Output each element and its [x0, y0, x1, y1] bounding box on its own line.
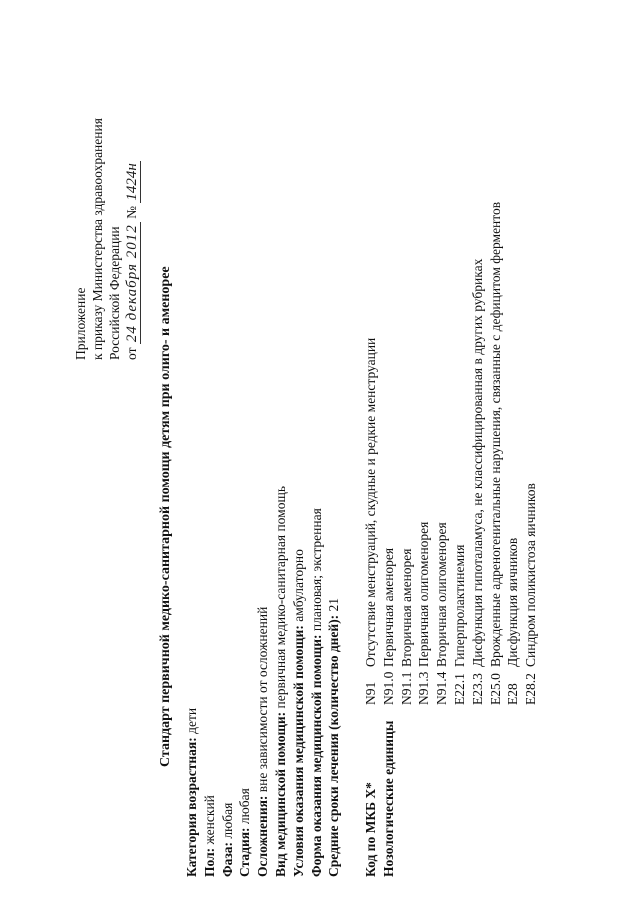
appendix-header [72, 118, 140, 360]
icd-code-header: Код по МКБ X* [363, 782, 378, 877]
param-value: любая [237, 788, 253, 828]
order-line [123, 118, 140, 360]
nosological-unit: Отсутствие менструаций, скудные и редкие менструации [363, 337, 378, 667]
nosological-unit: Синдром поликистоза яичников [523, 483, 539, 667]
param-row [236, 486, 254, 877]
param-value: дети [184, 707, 199, 738]
nosological-unit: Первичная олигоменорея [416, 521, 432, 667]
icd-code: E28 [505, 683, 521, 705]
param-label: Категория возрастная: [184, 737, 199, 877]
param-value: амбулаторно [290, 549, 306, 626]
param-value: плановая; экстренная [308, 508, 324, 635]
icd-code: N91.4 [434, 671, 450, 705]
standard-parameters [183, 486, 343, 877]
table-row [451, 257, 469, 877]
param-row [254, 486, 272, 877]
handwritten-number: 1424н [124, 163, 140, 201]
param-value: первичная медико-санитарная помощь [272, 485, 288, 712]
param-row [272, 486, 290, 877]
document-title: Стандарт первичной медико-санитарной помощи детям при олиго- и аменорее [158, 266, 173, 767]
param-label: Средние сроки лечения (количество дней): [326, 614, 342, 877]
table-row [433, 257, 451, 877]
param-label: Осложнения: [255, 795, 271, 877]
param-row [325, 486, 343, 877]
table-row [469, 257, 487, 877]
param-label: Фаза: [219, 841, 235, 877]
icd-code: E23.3 [469, 673, 485, 705]
icd-code: N91.0 [380, 671, 396, 705]
nosological-unit: Первичная аменорея [380, 547, 396, 667]
table-row [504, 257, 522, 877]
param-value: 21 [326, 597, 342, 615]
table-row [380, 257, 398, 877]
param-row [308, 486, 326, 877]
nosological-unit: Дисфункция яичников [505, 537, 521, 667]
icd-code: N91.3 [416, 671, 432, 705]
nosological-unit: Вторичная олигоменорея [434, 522, 450, 667]
param-label: Пол: [201, 847, 217, 877]
icd-code: E25.0 [487, 673, 503, 705]
order-prefix: от [124, 347, 139, 360]
param-label: Форма оказания медицинской помощи: [308, 634, 324, 877]
appendix-line: к приказу Министерства здравоохранения [90, 118, 105, 360]
appendix-line: Приложение [73, 287, 88, 360]
param-label: Условия оказания медицинской помощи: [290, 625, 306, 877]
table-row [415, 257, 433, 877]
icd-code: N91 [363, 681, 378, 705]
icd-code: E22.1 [451, 673, 467, 705]
table-row [487, 201, 505, 877]
param-row [183, 486, 201, 877]
appendix-line: Российской Федерации [107, 226, 122, 360]
param-value: вне зависимости от осложнений [255, 606, 271, 796]
param-row [290, 486, 308, 877]
nosological-unit: Врожденные адреногенитальные нарушения, связанные с дефицитом ферментов [487, 201, 503, 667]
param-value: женский [201, 795, 217, 848]
icd-code: N91.1 [398, 671, 414, 705]
nosological-unit: Вторичная аменорея [398, 548, 414, 667]
handwritten-date: 24 декабря 2012 [124, 224, 140, 343]
param-label: Вид медицинской помощи: [272, 711, 288, 877]
param-label: Стадия: [237, 827, 253, 877]
table-row [398, 257, 416, 877]
table-row [362, 257, 380, 877]
order-number-label: № [124, 205, 139, 219]
nosological-unit: Гиперпролактинемия [451, 544, 467, 667]
nosological-unit: Дисфункция гипоталамуса, не классифицированная в других рубриках [469, 258, 485, 667]
nosological-units-header: Нозологические единицы [380, 720, 396, 877]
table-row [522, 257, 540, 877]
icd-codes-table [362, 201, 540, 877]
param-value: любая [219, 802, 235, 842]
icd-code: E28.2 [523, 673, 539, 705]
param-row [201, 486, 219, 877]
param-row [219, 486, 237, 877]
